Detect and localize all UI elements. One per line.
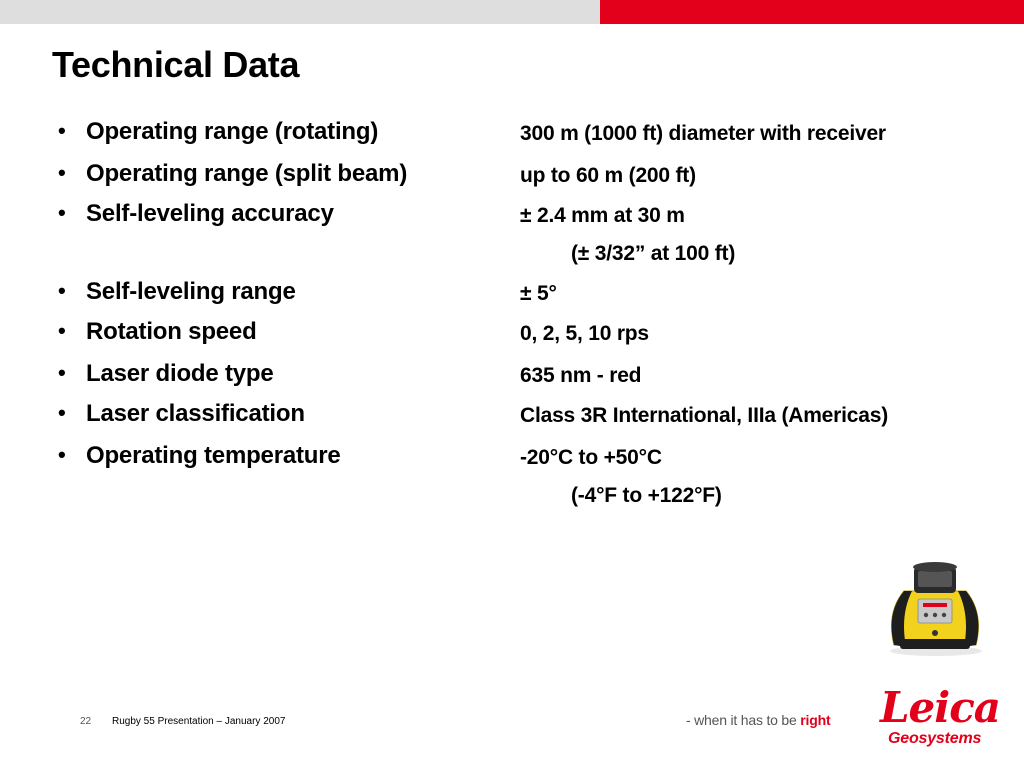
spec-value: -20°C to +50°C xyxy=(520,446,662,469)
spec-label: Operating temperature xyxy=(86,442,341,469)
header-accent-bar xyxy=(600,0,1024,24)
spec-row-laser-classification xyxy=(0,400,1024,434)
spec-row-operating-range-split-beam xyxy=(0,160,1024,194)
spec-value: Class 3R International, IIIa (Americas) xyxy=(520,404,888,427)
spec-row-operating-temperature xyxy=(0,442,1024,476)
bullet-icon: • xyxy=(58,278,66,303)
header-gray-bar xyxy=(0,0,600,24)
spec-label: Self-leveling range xyxy=(86,278,296,305)
spec-row-self-leveling-accuracy xyxy=(0,200,1024,234)
logo-word: Leica xyxy=(880,683,1000,732)
bullet-icon: • xyxy=(58,360,66,385)
footer-text: Rugby 55 Presentation – January 2007 xyxy=(112,716,286,727)
spec-value-continuation: (± 3/32” at 100 ft) xyxy=(571,242,736,265)
bullet-icon: • xyxy=(58,442,66,467)
spec-row-self-leveling-range xyxy=(0,278,1024,312)
bullet-icon: • xyxy=(58,118,66,143)
spec-value-continuation: (-4°F to +122°F) xyxy=(571,484,722,507)
logo-subtitle: Geosystems xyxy=(888,730,982,747)
spec-row-laser-diode-type xyxy=(0,360,1024,394)
rotating-laser-level-icon xyxy=(878,553,990,657)
spec-value: 635 nm - red xyxy=(520,364,642,387)
spec-value: ± 2.4 mm at 30 m xyxy=(520,204,685,227)
spec-label: Operating range (split beam) xyxy=(86,160,408,187)
spec-row-operating-temperature-cont xyxy=(0,480,1024,514)
spec-value: 0, 2, 5, 10 rps xyxy=(520,322,649,345)
bullet-icon: • xyxy=(58,160,66,185)
slide-title: Technical Data xyxy=(52,44,300,85)
leica-logo xyxy=(880,683,1000,754)
spec-label: Operating range (rotating) xyxy=(86,118,379,145)
spec-label: Rotation speed xyxy=(86,318,257,345)
page-number: 22 xyxy=(80,716,92,727)
spec-row-self-leveling-accuracy-cont xyxy=(0,238,1024,272)
tagline-emphasis: right xyxy=(800,712,831,728)
tagline xyxy=(686,712,830,728)
spec-label: Self-leveling accuracy xyxy=(86,200,334,227)
spec-label: Laser diode type xyxy=(86,360,274,387)
spec-value: 300 m (1000 ft) diameter with receiver xyxy=(520,122,886,145)
tagline-prefix: - when it has to be xyxy=(686,712,801,728)
spec-value: ± 5° xyxy=(520,282,557,305)
spec-value: up to 60 m (200 ft) xyxy=(520,164,696,187)
bullet-icon: • xyxy=(58,318,66,343)
bullet-icon: • xyxy=(58,400,66,425)
bullet-icon: • xyxy=(58,200,66,225)
spec-label: Laser classification xyxy=(86,400,305,427)
spec-row-rotation-speed xyxy=(0,318,1024,352)
spec-row-operating-range-rotating xyxy=(0,118,1024,152)
